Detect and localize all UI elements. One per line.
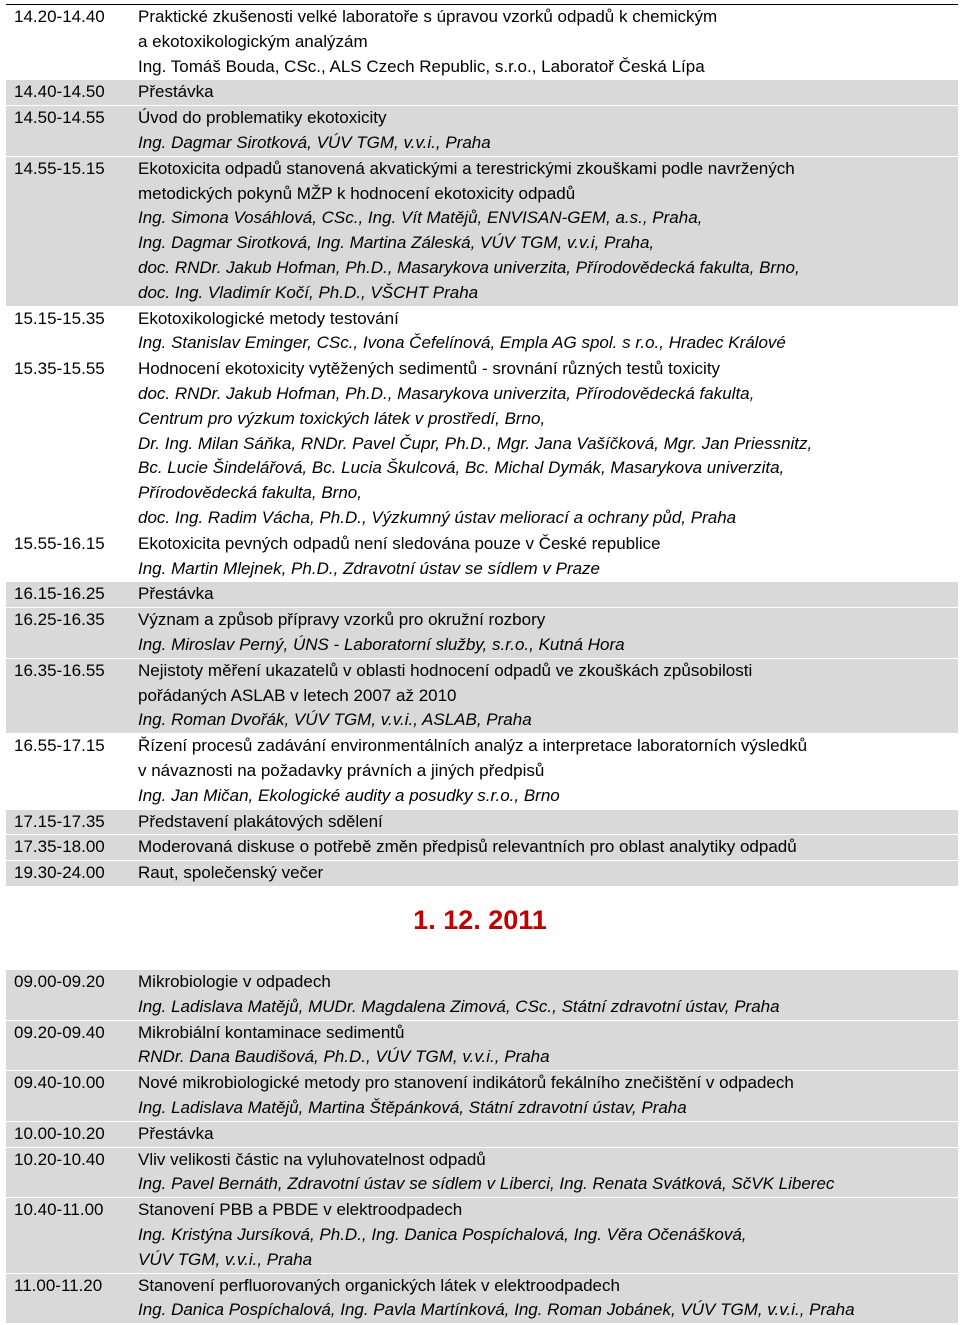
program-row [6, 532, 958, 583]
time-slot: 17.35-18.00 [14, 837, 105, 857]
speaker-line: Dr. Ing. Milan Sáňka, RNDr. Pavel Čupr, Ph.D., Mgr. Jana Vašíčková, Mgr. Jan Priessnitz, [138, 433, 813, 453]
speaker-line: VÚV TGM, v.v.i., Praha [138, 1249, 313, 1269]
title-line: Přestávka [138, 1123, 214, 1143]
title-line: Nejistoty měření ukazatelů v oblasti hodnocení odpadů ve zkouškách způsobilosti [138, 660, 753, 680]
speaker-line: Ing. Simona Vosáhlová, CSc., Ing. Vít Matějů, ENVISAN-GEM, a.s., Praha, [138, 208, 703, 228]
program-row [6, 835, 958, 861]
title-line: Nové mikrobiologické metody pro stanovení indikátorů fekálního znečištění v odpadech [138, 1073, 794, 1093]
speaker-line: Centrum pro výzkum toxických látek v prostředí, Brno, [138, 408, 546, 428]
speaker-line: Ing. Danica Pospíchalová, Ing. Pavla Martínková, Ing. Roman Jobánek, VÚV TGM, v.v.i., Praha [138, 1300, 855, 1320]
talk-content [138, 608, 958, 658]
title-line: Stanovení perfluorovaných organických látek v elektroodpadech [138, 1275, 620, 1295]
title-line: v návaznosti na požadavky právních a jiných předpisů [138, 760, 545, 780]
title-line: a ekotoxikologickým analýzám [138, 31, 368, 51]
title-line: Stanovení PBB a PBDE v elektroodpadech [138, 1200, 463, 1220]
talk-content [138, 1274, 958, 1324]
speaker-line: Ing. Roman Dvořák, VÚV TGM, v.v.i., ASLAB, Praha [138, 710, 532, 730]
time-slot: 10.40-11.00 [14, 1200, 104, 1220]
time-slot: 16.35-16.55 [14, 660, 105, 680]
time-slot: 10.20-10.40 [14, 1149, 105, 1169]
speaker-line: doc. RNDr. Jakub Hofman, Ph.D., Masarykova univerzita, Přírodovědecká fakulta, Brno, [138, 257, 800, 277]
title-line: Ekotoxicita pevných odpadů není sledována pouze v České republice [138, 533, 661, 553]
time-slot: 09.40-10.00 [14, 1073, 105, 1093]
talk-content [138, 835, 958, 860]
title-line: Mikrobiologie v odpadech [138, 972, 331, 991]
talk-content [138, 307, 958, 357]
time-slot: 16.25-16.35 [14, 610, 105, 630]
title-line: Ekotoxikologické metody testování [138, 308, 399, 328]
talk-content [138, 1071, 958, 1121]
speaker-line: Přírodovědecká fakulta, Brno, [138, 483, 362, 503]
talk-content [138, 659, 958, 733]
talk-content [138, 157, 958, 306]
title-line: Úvod do problematiky ekotoxicity [138, 108, 387, 128]
talk-content [138, 810, 958, 835]
program-row [6, 1071, 958, 1122]
speaker-line: Ing. Ladislava Matějů, Martina Štěpánková, Státní zdravotní ústav, Praha [138, 1097, 687, 1117]
talk-content [138, 5, 958, 79]
title-line: Přestávka [138, 584, 214, 604]
speaker-line: Ing. Martin Mlejnek, Ph.D., Zdravotní ústav se sídlem v Praze [138, 558, 601, 578]
program-row [6, 106, 958, 157]
title-line: Vliv velikosti částic na vyluhovatelnost odpadů [138, 1149, 486, 1169]
title-line: metodických pokynů MŽP k hodnocení ekotoxicity odpadů [138, 183, 576, 203]
program-table-day1 [6, 5, 958, 887]
program-table-day2 [6, 970, 958, 1324]
talk-content [138, 80, 958, 105]
title-line: Představení plakátových sdělení [138, 811, 383, 831]
title-line: Raut, společenský večer [138, 863, 324, 883]
program-row [6, 1021, 958, 1072]
program-row [6, 307, 958, 358]
speaker-line: Bc. Lucie Šindelářová, Bc. Lucia Škulcová, Bc. Michal Dymák, Masarykova univerzita, [138, 458, 785, 478]
title-line: Význam a způsob přípravy vzorků pro okružní rozbory [138, 610, 546, 630]
program-row [6, 1148, 958, 1199]
time-slot: 15.55-16.15 [14, 533, 105, 553]
program-row [6, 810, 958, 836]
title-line: Ing. Tomáš Bouda, CSc., ALS Czech Republic, s.r.o., Laboratoř Česká Lípa [138, 56, 705, 76]
day-title: 1. 12. 2011 [413, 905, 547, 935]
program-row [6, 734, 958, 809]
time-slot: 11.00-11.20 [14, 1275, 103, 1295]
talk-content [138, 970, 958, 1020]
talk-content [138, 861, 958, 886]
speaker-line: Ing. Stanislav Eminger, CSc., Ivona Čefelínová, Empla AG spol. s r.o., Hradec Králové [138, 333, 786, 353]
program-row [6, 157, 958, 307]
title-line: Moderovaná diskuse o potřebě změn předpisů relevantních pro oblast analytiky odpadů [138, 837, 797, 857]
talk-content [138, 532, 958, 582]
title-line: Ekotoxicita odpadů stanovená akvatickými a terestrickými zkouškami podle navržených [138, 158, 795, 178]
program-row [6, 608, 958, 659]
talk-content [138, 582, 958, 607]
program-row [6, 659, 958, 734]
time-slot: 19.30-24.00 [14, 863, 105, 883]
time-slot: 17.15-17.35 [14, 811, 105, 831]
title-line: Přestávka [138, 82, 214, 102]
time-slot: 10.00-10.20 [14, 1123, 105, 1143]
speaker-line: doc. RNDr. Jakub Hofman, Ph.D., Masarykova univerzita, Přírodovědecká fakulta, [138, 383, 755, 403]
program-row [6, 861, 958, 887]
program-row [6, 1198, 958, 1273]
speaker-line: Ing. Ladislava Matějů, MUDr. Magdalena Zimová, CSc., Státní zdravotní ústav, Praha [138, 996, 780, 1016]
time-slot: 16.15-16.25 [14, 584, 105, 604]
speaker-line: doc. Ing. Vladimír Kočí, Ph.D., VŠCHT Praha [138, 282, 479, 302]
time-slot: 14.20-14.40 [14, 7, 105, 26]
talk-content [138, 1122, 958, 1147]
speaker-line: Ing. Pavel Bernáth, Zdravotní ústav se sídlem v Liberci, Ing. Renata Svátková, SčVK Liberec [138, 1174, 835, 1194]
time-slot: 16.55-17.15 [14, 736, 105, 756]
speaker-line: Ing. Dagmar Sirotková, Ing. Martina Záleská, VÚV TGM, v.v.i, Praha, [138, 233, 655, 253]
title-line: Mikrobiální kontaminace sedimentů [138, 1022, 405, 1042]
time-slot: 09.20-09.40 [14, 1022, 105, 1042]
talk-content [138, 1021, 958, 1071]
program-row [6, 357, 958, 532]
speaker-line: Ing. Jan Mičan, Ekologické audity a posudky s.r.o., Brno [138, 785, 560, 805]
speaker-line: Ing. Miroslav Perný, ÚNS - Laboratorní služby, s.r.o., Kutná Hora [138, 634, 625, 654]
speaker-line: doc. Ing. Radim Vácha, Ph.D., Výzkumný ústav meliorací a ochrany půd, Praha [138, 507, 737, 527]
program-row [6, 1274, 958, 1325]
talk-content [138, 357, 958, 531]
talk-content [138, 1148, 958, 1198]
time-slot: 15.15-15.35 [14, 308, 105, 328]
talk-content [138, 734, 958, 808]
talk-content [138, 106, 958, 156]
program-row [6, 5, 958, 80]
time-slot: 09.00-09.20 [14, 972, 105, 991]
time-slot: 14.50-14.55 [14, 108, 105, 128]
title-line: Praktické zkušenosti velké laboratoře s úpravou vzorků odpadů k chemickým [138, 7, 718, 26]
program-row [6, 1122, 958, 1148]
time-slot: 14.55-15.15 [14, 158, 105, 178]
time-slot: 14.40-14.50 [14, 82, 105, 102]
program-row [6, 582, 958, 608]
title-line: Řízení procesů zadávání environmentálních analýz a interpretace laboratorních výsledků [138, 736, 808, 756]
speaker-line: Ing. Dagmar Sirotková, VÚV TGM, v.v.i., Praha [138, 132, 491, 152]
title-line: Hodnocení ekotoxicity vytěžených sedimentů - srovnání různých testů toxicity [138, 359, 721, 379]
speaker-line: Ing. Kristýna Jursíková, Ph.D., Ing. Danica Pospíchalová, Ing. Věra Očenášková, [138, 1224, 747, 1244]
time-slot: 15.35-15.55 [14, 359, 105, 379]
title-line: pořádaných ASLAB v letech 2007 až 2010 [138, 685, 457, 705]
program-row [6, 970, 958, 1021]
talk-content [138, 1198, 958, 1272]
speaker-line: RNDr. Dana Baudišová, Ph.D., VÚV TGM, v.v.i., Praha [138, 1047, 550, 1067]
program-row [6, 80, 958, 106]
